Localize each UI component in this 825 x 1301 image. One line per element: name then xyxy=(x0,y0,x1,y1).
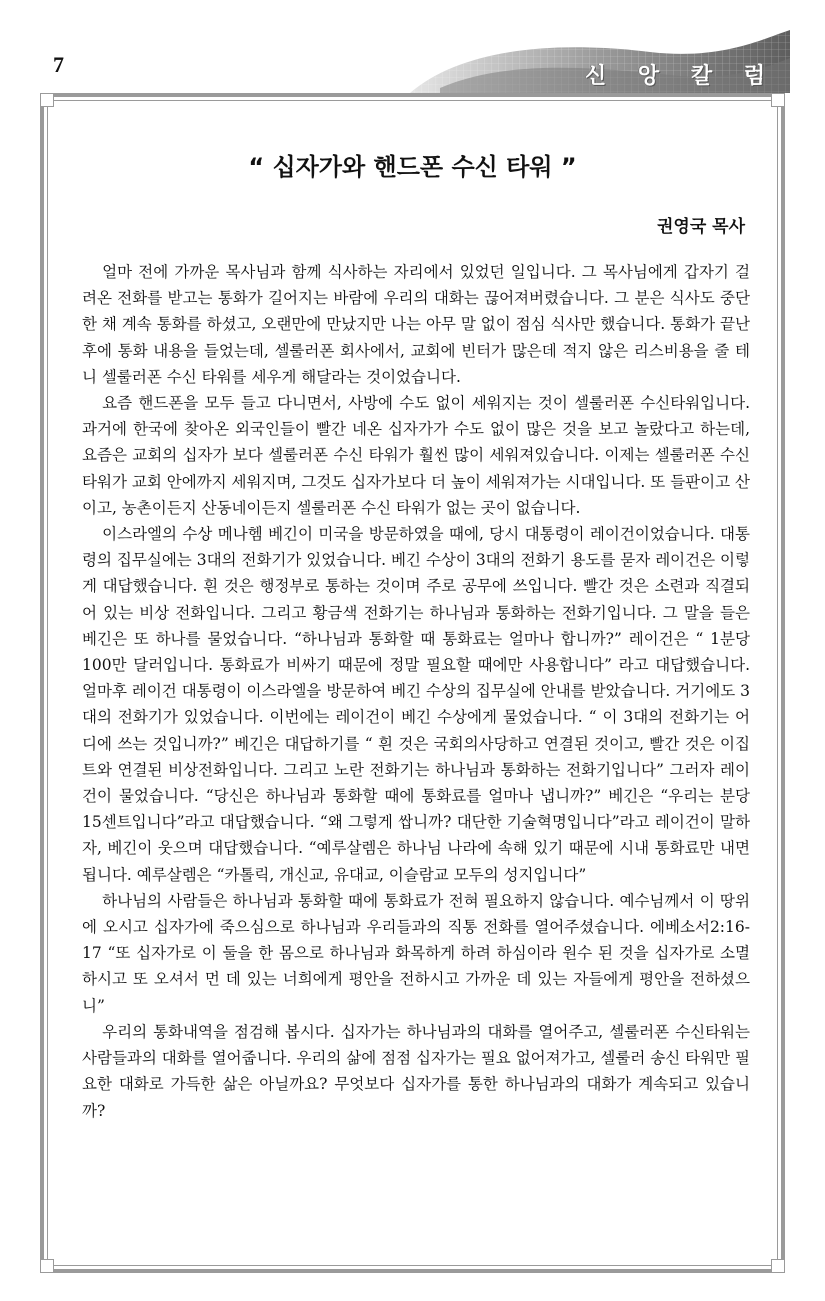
paragraph: 얼마 전에 가까운 목사님과 함께 식사하는 자리에서 있었던 일입니다. 그 목사님에게 갑자기 걸려온 전화를 받고는 통화가 길어지는 바람에 우리의 대화는 끊어져버렸습니다. 그 분은 식사도 중단한 채 계속 통화를 하셨고, 오랜만에 만났지만 나는 아무 말 없이 점심 식사만 했습니다. 통화가 끝난 후에 통화 내용을 들었는데, 셀룰러폰 회사에서, 교회에 빈터가 많은데 적지 않은 리스비용을 줄 테니 셀룰러폰 수신 타워를 세우게 해달라는 것이었습니다. xyxy=(82,263,750,386)
frame-corner-bottom-right xyxy=(771,1259,785,1273)
paragraph: 우리의 통화내역을 점검해 봅시다. 십자가는 하나님과의 대화를 열어주고, 셀룰러폰 수신타워는 사람들과의 대화를 열어줍니다. 우리의 삶에 점점 십자가는 필요 없어져가고, 셀룰러 송신 타워만 필요한 대화로 가득한 삶은 아닐까요? 무엇보다 십자가를 통한 하나님과의 대화가 계속되고 있습니까? xyxy=(82,1022,750,1120)
page-number: 7 xyxy=(53,52,64,77)
section-tag: 신 앙 칼 럼 xyxy=(585,64,777,89)
frame-corner-top-right xyxy=(771,93,785,107)
paragraph: 하나님의 사람들은 하나님과 통화할 때에 통화료가 전혀 필요하지 않습니다. 예수님께서 이 땅위에 오시고 십자가에 죽으심으로 하나님과 우리들과의 직통 전화를 열어주셨습니다. 에베소서2:16-17 “또 십자가로 이 둘을 한 몸으로 하나님과 화목하게 하려 하심이라 원수 된 것을 십자가로 소멸하시고 또 오셔서 먼 데 있는 너희에게 평안을 전하시고 가까운 데 있는 자들에게 평안을 전하셨으니” xyxy=(82,891,750,1015)
frame-corner-bottom-left xyxy=(40,1259,54,1273)
article-body xyxy=(82,259,750,1124)
frame-corner-top-left xyxy=(40,93,54,107)
paragraph: 이스라엘의 수상 메나헴 베긴이 미국을 방문하였을 때에, 당시 대통령이 레이건이었습니다. 대통령의 집무실에는 3대의 전화기가 있었습니다. 베긴 수상이 3대의 전화기 용도를 묻자 레이건은 이렇게 대답했습니다. 흰 것은 행정부로 통하는 것이며 주로 공무에 쓰입니다. 빨간 것은 소련과 직결되어 있는 비상 전화입니다. 그리고 황금색 전화기는 하나님과 통화하는 전화기입니다. 그 말을 들은 베긴은 또 하나를 물었습니다. “하나님과 통화할 때 통화료는 얼마나 합니까?” 레이건은 “ 1분당 100만 달러입니다. 통화료가 비싸기 때문에 정말 필요할 때에만 사용합니다” 라고 대답했습니다. 얼마후 레이건 대통령이 이스라엘을 방문하여 베긴 수상의 집무실에 안내를 받았습니다. 거기에도 3대의 전화기가 있었습니다. 이번에는 레이건이 베긴 수상에게 물었습니다. “ 이 3대의 전화기는 어디에 쓰는 것입니까?” 베긴은 대답하기를 “ 흰 것은 국회의사당하고 연결된 것이고, 빨간 것은 이집트와 연결된 비상전화입니다. 그리고 노란 전화기는 하나님과 통화하는 전화기입니다” 그러자 레이건이 물었습니다. “당신은 하나님과 통화할 때에 통화료를 얼마나 냅니까?” 베긴은 “우리는 분당 15센트입니다”라고 대답했습니다. “왜 그렇게 쌉니까? 대단한 기술혁명입니다”라고 레이건이 말하자, 베긴이 웃으며 대답했습니다. “예루살렘은 하나님 나라에 속해 있기 때문에 시내 통화료만 내면 됩니다. 예루살렘은 “카톨릭, 개신교, 유대교, 이슬람교 모두의 성지입니다” xyxy=(82,525,750,884)
article-title: “ 십자가와 핸드폰 수신 타워 ” xyxy=(248,153,577,181)
paragraph: 요즘 핸드폰을 모두 들고 다니면서, 사방에 수도 없이 세워지는 것이 셀룰러폰 수신타워입니다. 과거에 한국에 찾아온 외국인들이 빨간 네온 십자가가 수도 없이 많은 것을 보고 놀랐다고 하는데, 요즘은 교회의 십자가 보다 셀룰러폰 수신 타워가 훨씬 많이 세워져있습니다. 이제는 셀룰러폰 수신 타워가 교회 안에까지 세워지며, 그것도 십자가보다 더 높이 세워져가는 시대입니다. 또 들판이고 산이고, 농촌이든지 산동네이든지 셀룰러폰 수신 타워가 없는 곳이 없습니다. xyxy=(82,394,750,517)
author-name: 권영국 목사 xyxy=(656,217,745,237)
